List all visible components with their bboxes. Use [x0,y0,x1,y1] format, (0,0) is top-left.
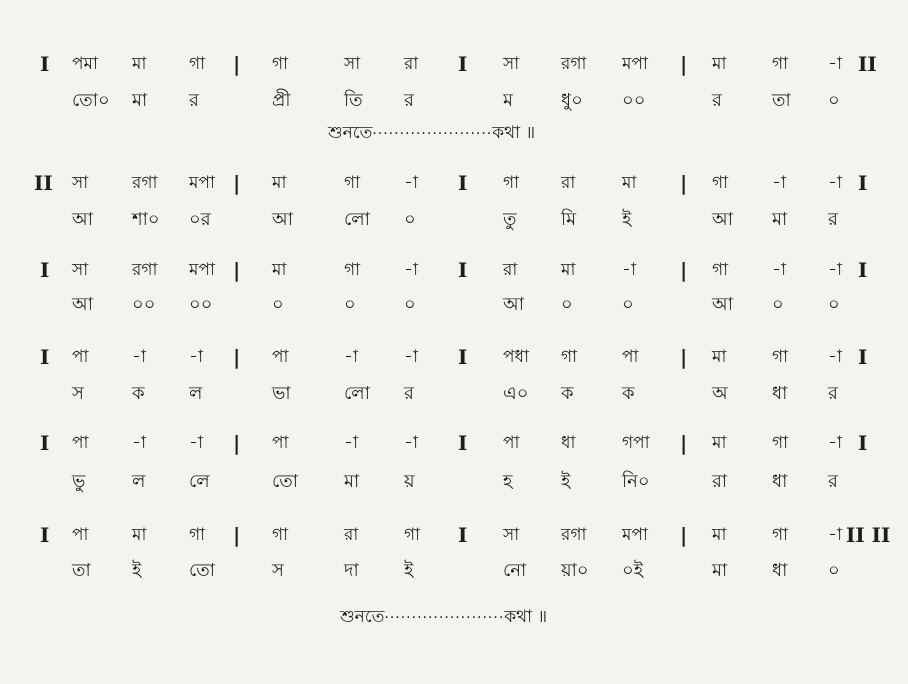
barline-lead: II [34,171,53,195]
swara-note: -া [828,347,842,367]
lyric-syllable: তু [503,209,517,230]
refrain-start: শুনতে [328,123,373,143]
lyric-syllable: তো [272,471,299,492]
barline: | [680,431,688,455]
lyric-syllable: শা০ [132,209,160,230]
lyric-syllable: ম [503,90,513,111]
swara-note: -া [772,260,786,280]
swara-note: গা [272,54,289,74]
swara-note: -া [189,433,203,453]
lyric-syllable: ক [622,383,635,404]
swara-note: -া [828,525,842,545]
barline: I [458,431,468,455]
swara-note: ধা [561,433,576,453]
barline: | [233,52,241,76]
swara-note: গা [561,347,578,367]
lyric-syllable: ই [622,209,632,230]
swara-note: গা [503,173,520,193]
swara-note: -া [404,347,418,367]
lyric-syllable: ০ [404,209,416,230]
barline: | [233,431,241,455]
swara-note: -া [828,173,842,193]
lyric-syllable: তা [72,560,91,581]
swara-note: গা [712,260,729,280]
barline: I [458,52,468,76]
swara-note: সা [344,54,361,74]
swara-note: পা [272,347,289,367]
swara-note: -া [622,260,636,280]
swara-note: পা [72,433,89,453]
swara-note: রা [503,260,518,280]
lyric-syllable: ০ [772,294,784,315]
lyric-syllable: লো [344,383,370,404]
swara-note: গপা [622,433,650,453]
lyric-syllable: মা [344,471,360,492]
swara-note: রা [344,525,359,545]
barline: | [233,171,241,195]
barline: | [680,171,688,195]
swara-note: -া [344,433,358,453]
refrain-end: কথা ॥ [492,123,536,143]
lyric-syllable: ০র [189,209,211,230]
barline-lead: I [40,431,50,455]
swara-note: -া [404,173,418,193]
barline-end: I [858,345,868,369]
lyric-syllable: অ [712,383,728,404]
barline: I [458,171,468,195]
lyric-syllable: ০ [828,294,840,315]
lyric-syllable: নি০ [622,471,650,492]
lyric-syllable: লো [344,209,370,230]
lyric-syllable: স [272,560,284,581]
lyric-syllable: ০ [622,294,634,315]
swara-note: সা [72,260,89,280]
lyric-syllable: ০০ [622,90,646,111]
swara-note: -া [828,433,842,453]
swara-note: গা [772,525,789,545]
lyric-syllable: ০ [344,294,356,315]
swara-note: পা [622,347,639,367]
swara-note: পধা [503,347,529,367]
lyric-syllable: ০০ [189,294,213,315]
lyric-syllable: প্রী [272,90,291,111]
barline-lead: I [40,523,50,547]
barline-lead: I [40,258,50,282]
lyric-syllable: ০ [561,294,573,315]
lyric-syllable: দা [344,560,359,581]
refrain-dots: ······················ [384,610,505,626]
lyric-syllable: তো০ [72,90,110,111]
lyric-syllable: তি [344,90,363,111]
lyric-syllable: র [828,471,838,492]
barline-lead: I [40,52,50,76]
swara-note: -া [772,173,786,193]
swara-note: মপা [622,525,648,545]
refrain-end: কথা ॥ [504,607,548,627]
refrain-start: শুনতে [340,607,385,627]
barline-end: II II [846,523,891,547]
refrain-line [328,120,535,148]
swara-note: পা [72,347,89,367]
swara-note: মা [712,525,727,545]
lyric-syllable: য়া০ [561,560,589,581]
lyric-syllable: ই [561,471,571,492]
lyric-syllable: আ [712,209,733,230]
swara-note: মা [712,347,727,367]
lyric-syllable: লে [189,471,210,492]
swara-note: পমা [72,54,98,74]
swara-note: রগা [561,54,587,74]
lyric-syllable: আ [272,209,293,230]
swara-note: মপা [622,54,648,74]
swara-note: গা [712,173,729,193]
barline: | [233,258,241,282]
swara-note: মা [132,54,147,74]
lyric-syllable: রা [712,471,728,492]
swara-note: গা [189,54,206,74]
lyric-syllable: র [712,90,722,111]
lyric-syllable: মি [561,209,577,230]
swara-note: গা [344,260,361,280]
lyric-syllable: র [828,383,838,404]
lyric-syllable: স [72,383,84,404]
lyric-syllable: ধা [772,471,788,492]
lyric-syllable: ধা [772,383,788,404]
lyric-syllable: মা [772,209,788,230]
lyric-syllable: তা [772,90,791,111]
lyric-syllable: ধু০ [561,90,583,111]
lyric-syllable: আ [712,294,733,315]
swara-note: -া [828,260,842,280]
lyric-syllable: র [404,90,414,111]
swara-note: -া [132,347,146,367]
swara-note: মপা [189,260,215,280]
lyric-syllable: ভু [72,471,86,492]
swara-note: মা [132,525,147,545]
lyric-syllable: ০ [828,90,840,111]
lyric-syllable: ০ [828,560,840,581]
swara-note: পা [503,433,520,453]
swara-note: গা [272,525,289,545]
refrain-line [340,604,547,632]
swara-note: রা [404,54,419,74]
lyric-syllable: এ০ [503,383,529,404]
lyric-syllable: তো [189,560,216,581]
lyric-syllable: ০ই [622,560,644,581]
lyric-syllable: র [404,383,414,404]
barline: | [680,52,688,76]
barline: I [458,523,468,547]
swara-note: মা [712,54,727,74]
lyric-syllable: র [189,90,199,111]
swara-note: পা [272,433,289,453]
lyric-syllable: ল [132,471,146,492]
lyric-syllable: ০ [272,294,284,315]
swara-note: সা [503,54,520,74]
lyric-syllable: ০ [404,294,416,315]
swara-note: গা [189,525,206,545]
swara-note: -া [344,347,358,367]
barline: I [458,345,468,369]
lyric-syllable: য় [404,471,415,492]
lyric-syllable: হ [503,471,513,492]
swara-note: মা [272,173,287,193]
lyric-syllable: র [828,209,838,230]
barline-end: II [858,52,877,76]
swara-note: -া [828,54,842,74]
swara-note: -া [132,433,146,453]
swara-note: গা [772,54,789,74]
refrain-dots: ······················ [372,126,493,142]
swara-note: -া [189,347,203,367]
lyric-syllable: আ [72,209,93,230]
barline: | [680,258,688,282]
swara-note: মা [272,260,287,280]
swara-note: রা [561,173,576,193]
swara-note: মা [561,260,576,280]
barline-end: I [858,258,868,282]
swara-note: পা [72,525,89,545]
barline-lead: I [40,345,50,369]
lyric-syllable: নো [503,560,527,581]
swara-note: রগা [561,525,587,545]
swara-note: গা [772,433,789,453]
lyric-syllable: ক [561,383,574,404]
lyric-syllable: ভা [272,383,291,404]
barline-end: I [858,171,868,195]
lyric-syllable: ই [404,560,414,581]
swara-note: সা [72,173,89,193]
barline-end: I [858,431,868,455]
barline: I [458,258,468,282]
swara-note: গা [772,347,789,367]
swara-note: সা [503,525,520,545]
swara-note: মা [622,173,637,193]
lyric-syllable: ০০ [132,294,156,315]
swara-note: -া [404,260,418,280]
swara-note: -া [404,433,418,453]
lyric-syllable: ই [132,560,142,581]
lyric-syllable: আ [72,294,93,315]
lyric-syllable: ল [189,383,203,404]
lyric-syllable: ধা [772,560,788,581]
lyric-syllable: মা [132,90,148,111]
swara-note: মপা [189,173,215,193]
swara-note: মা [712,433,727,453]
barline: | [233,523,241,547]
swara-note: গা [404,525,421,545]
swara-note: গা [344,173,361,193]
lyric-syllable: মা [712,560,728,581]
lyric-syllable: ক [132,383,145,404]
barline: | [680,523,688,547]
barline: | [233,345,241,369]
swara-note: রগা [132,173,158,193]
barline: | [680,345,688,369]
swara-note: রগা [132,260,158,280]
lyric-syllable: আ [503,294,524,315]
